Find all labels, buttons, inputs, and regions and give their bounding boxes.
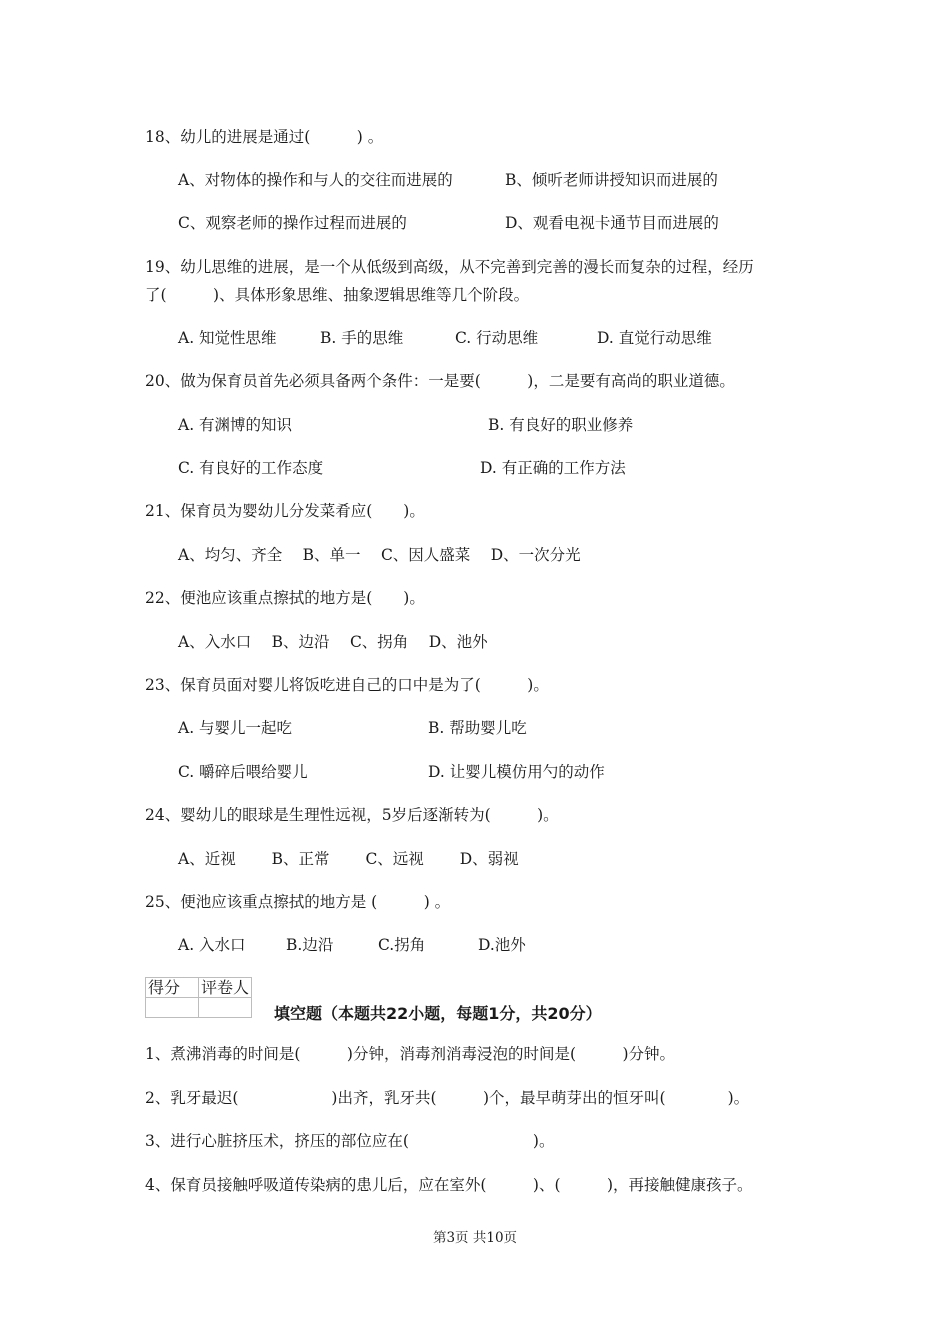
question-24-options: A、近视 B、正常 C、远视 D、弱视 [178, 850, 519, 868]
question-20-option-c: C. 有良好的工作态度 [178, 459, 324, 477]
question-20-option-b: B. 有良好的职业修养 [488, 416, 634, 434]
section-title-fill-in: 填空题（本题共22小题，每题1分，共20分） [274, 1004, 602, 1023]
question-19-stem-line1: 19、幼儿思维的进展，是一个从低级到高级，从不完善到完善的漫长而复杂的过程，经历 [145, 258, 754, 276]
question-25-option-d: D.池外 [478, 936, 526, 954]
fill-question-3: 3、进行心脏挤压术，挤压的部位应在( )。 [145, 1132, 555, 1150]
question-21-stem: 21、保育员为婴幼儿分发菜肴应( )。 [145, 502, 425, 520]
fill-question-4: 4、保育员接触呼吸道传染病的患儿后，应在室外( )、( )，再接触健康孩子。 [145, 1176, 753, 1194]
question-18-option-c: C、观察老师的操作过程而进展的 [178, 214, 407, 232]
question-18-option-b: B、倾听老师讲授知识而进展的 [505, 171, 718, 189]
question-19-option-c: C. 行动思维 [455, 329, 539, 347]
score-box-label-grader: 评卷人 [199, 978, 252, 998]
question-23-option-d: D. 让婴儿模仿用勺的动作 [428, 763, 605, 781]
question-23-option-c: C. 嚼碎后喂给婴儿 [178, 763, 308, 781]
fill-question-2: 2、乳牙最迟( )出齐，乳牙共( )个，最早萌芽出的恒牙叫( )。 [145, 1089, 750, 1107]
question-18-option-d: D、观看电视卡通节目而进展的 [505, 214, 719, 232]
question-23-option-a: A. 与婴儿一起吃 [178, 719, 293, 737]
question-21-options: A、均匀、齐全 B、单一 C、因人盛菜 D、一次分光 [178, 546, 581, 564]
question-20-option-a: A. 有渊博的知识 [178, 416, 293, 434]
question-25-option-c: C.拐角 [378, 936, 426, 954]
page-footer: 第3页 共10页 [432, 1230, 518, 1246]
score-box-score-cell [146, 998, 199, 1018]
question-25-option-a: A. 入水口 [178, 936, 246, 954]
question-22-options: A、入水口 B、边沿 C、拐角 D、池外 [178, 633, 488, 651]
question-23-option-b: B. 帮助婴儿吃 [428, 719, 527, 737]
question-18-stem: 18、幼儿的进展是通过( ) 。 [145, 128, 384, 146]
question-19-stem-line2: 了( )、具体形象思维、抽象逻辑思维等几个阶段。 [145, 286, 530, 304]
question-25-option-b: B.边沿 [286, 936, 334, 954]
score-box-label-score: 得分 [146, 978, 199, 998]
question-25-stem: 25、便池应该重点擦拭的地方是 ( ) 。 [145, 893, 451, 911]
question-22-stem: 22、便池应该重点擦拭的地方是( )。 [145, 589, 425, 607]
question-19-option-d: D. 直觉行动思维 [597, 329, 712, 347]
score-box [145, 977, 252, 1018]
question-18-option-a: A、对物体的操作和与人的交往而进展的 [178, 171, 453, 189]
score-box-grader-cell [199, 998, 252, 1018]
question-20-option-d: D. 有正确的工作方法 [480, 459, 626, 477]
question-19-option-a: A. 知觉性思维 [178, 329, 277, 347]
question-19-option-b: B. 手的思维 [320, 329, 404, 347]
question-20-stem: 20、做为保育员首先必须具备两个条件：一是要( )，二是要有高尚的职业道德。 [145, 372, 735, 390]
question-24-stem: 24、婴幼儿的眼球是生理性远视，5岁后逐渐转为( )。 [145, 806, 559, 824]
fill-question-1: 1、煮沸消毒的时间是( )分钟，消毒剂消毒浸泡的时间是( )分钟。 [145, 1045, 676, 1063]
question-23-stem: 23、保育员面对婴儿将饭吃进自己的口中是为了( )。 [145, 676, 549, 694]
